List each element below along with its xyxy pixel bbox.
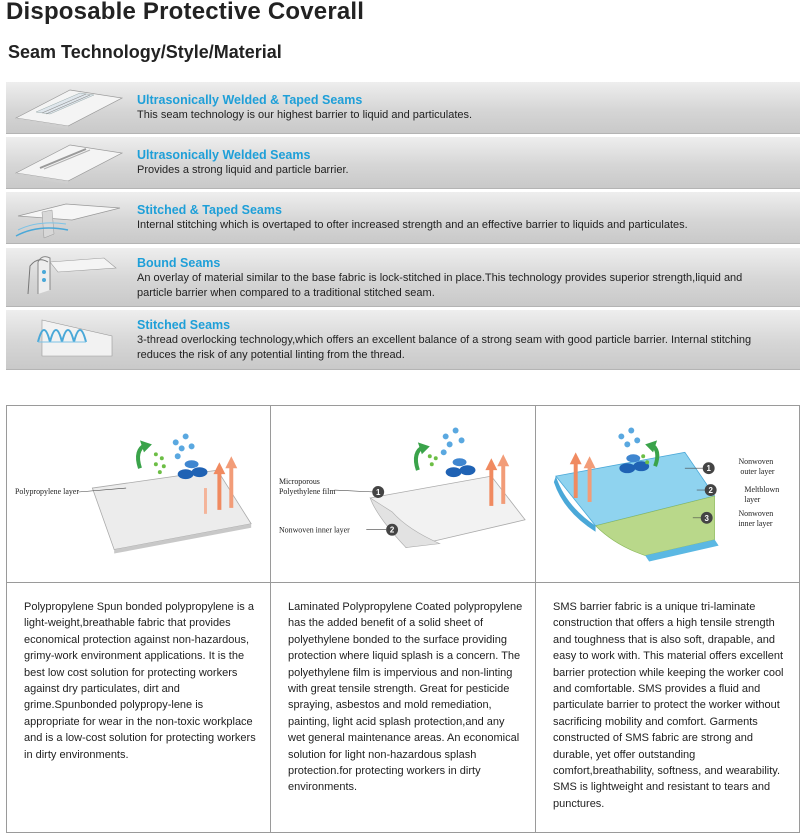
seam-description: Provides a strong liquid and particle barrier.: [137, 164, 349, 176]
seam-description: 3-thread overlocking technology,which offers an excellent balance of a strong seam with good particle barrier. Internal stitching reduces the risk of any potential linting from the thread.: [137, 334, 752, 361]
seam-row-bound: [6, 248, 800, 307]
fabric-description: SMS barrier fabric is a unique tri-laminate construction that offers a high tensile strength and toughness that is also soft, drapable, and easy to work with. This material offers excellent barrier protection while keeping the worker cool and comfortable. SMS provides a fluid and particulate barrier to protect the worker without sacrificing mobility and comfort. Garments constructed of SMS fabric are strong and durable, yet offer outstanding comfort,breathability, softness, and wearability. SMS is lightweight and resistant to tears and punctures.: [553, 601, 784, 810]
welded-taped-seam-icon: [8, 84, 128, 131]
polypropylene-layer-label: Polypropylene layer: [14, 487, 79, 496]
seam-name: Stitched & Taped Seams: [137, 203, 282, 217]
page-title: Disposable Protective Coverall: [6, 0, 365, 25]
seam-description: This seam technology is our highest barrier to liquid and particulates.: [137, 109, 473, 121]
outer-layer-label: outer layer: [740, 467, 775, 477]
stitched-seam-icon: [8, 312, 128, 359]
fabric-description: Polypropylene Spun bonded polypropylene is a light-weight,breathable fabric that provides economical protection against non-hazardous, grimy-work environment applications. It is the best low cost solution for protecting workers against dry particulates, dirt and grime.Spunbonded polypropy-lene is appropriate for wear in the non-toxic workplace and is a low-cost solution for protecting workers in dirty environments.: [24, 601, 256, 761]
seam-description: An overlay of material similar to the base fabric is lock-stitched in place.This technology provides superior strength,liquid and particle barrier when compared to a traditional stitched seam.: [137, 272, 743, 299]
nonwoven-inner-label: Nonwoven: [738, 508, 774, 518]
fabric-panel-laminated: [270, 405, 536, 833]
section-subtitle: Seam Technology/Style/Material: [8, 42, 282, 62]
fabric-panel-polypropylene: [6, 405, 271, 833]
seam-name: Ultrasonically Welded & Taped Seams: [137, 93, 363, 107]
seam-description: Internal stitching which is overtaped to ofter increased strength and an effective barrier to liquids and particulates.: [137, 219, 688, 231]
nonwoven-inner-label: Nonwoven inner layer: [278, 525, 350, 535]
nonwoven-outer-label: Nonwoven: [738, 457, 774, 467]
microporous-label: Microporous: [278, 477, 320, 487]
fabric-description: Laminated Polypropylene Coated polypropylene has the added benefit of a solid sheet of polyethylene bonded to the surface providing protection where liquid splash is a concern. The polyethylene film is impervious and non-linting with great tensile strength. Great for pesticide spraying, asbestos and mold remediation, painting, light acid splash protection,and any wet general maintenance areas. An economical solution for light non-hazardous splash protection.for protecting workers in dirty environments.: [288, 601, 523, 794]
polypropylene-layer-illustration: [7, 406, 270, 582]
seam-name: Bound Seams: [137, 256, 221, 270]
seam-row-stitched: [6, 310, 800, 370]
marker-1: 1: [706, 464, 711, 474]
meltblown-label: Meltblown: [744, 485, 780, 495]
marker-3: 3: [704, 513, 709, 523]
seam-name: Stitched Seams: [137, 318, 231, 332]
seam-row-welded-taped: [6, 82, 800, 134]
welded-seam-icon: [8, 139, 128, 186]
polyethylene-film-label: Polyethylene film: [278, 487, 336, 496]
bound-seam-icon: [8, 250, 128, 297]
laminated-layer-illustration: [271, 406, 535, 582]
seam-name: Ultrasonically Welded Seams: [137, 148, 311, 162]
panel-divider: [536, 582, 799, 583]
seam-row-welded: [6, 137, 800, 189]
seam-row-stitched-taped: [6, 192, 800, 244]
meltblown-layer-label: layer: [744, 494, 761, 504]
marker-2: 2: [389, 525, 395, 535]
marker-1: 1: [375, 487, 381, 497]
marker-2: 2: [708, 486, 713, 496]
sms-layer-illustration: [536, 406, 799, 582]
panel-divider: [271, 582, 535, 583]
stitched-taped-seam-icon: [8, 194, 128, 241]
inner-layer-label: inner layer: [738, 518, 773, 528]
panel-divider: [7, 582, 270, 583]
fabric-panel-sms: [535, 405, 800, 833]
